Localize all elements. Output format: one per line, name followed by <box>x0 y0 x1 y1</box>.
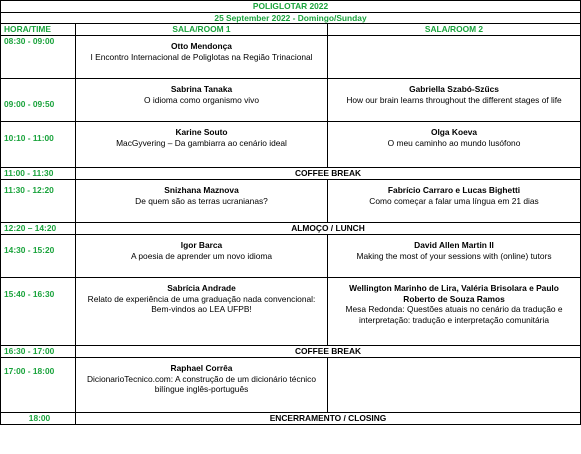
break-row <box>1 413 581 425</box>
speaker-name: Fabrício Carraro e Lucas Bighetti <box>387 185 521 195</box>
break-row <box>1 223 581 235</box>
talk-title: Mesa Redonda: Questões atuais no cenário da tradução e interpretação: tradução e interpretação comunitária <box>345 304 563 325</box>
talk-title: I Encontro Internacional de Poliglotas na Região Trinacional <box>90 51 313 62</box>
session-row <box>1 180 581 223</box>
talk-title: O idioma como organismo vivo <box>144 94 259 105</box>
speaker-name: David Allen Martin II <box>414 240 494 250</box>
room1-session <box>76 79 328 122</box>
header-room1: SALA/ROOM 1 <box>76 24 328 36</box>
slot-time: 12:20 – 14:20 <box>1 223 76 235</box>
closing-label: ENCERRAMENTO / CLOSING <box>76 413 581 425</box>
break-label: COFFEE BREAK <box>76 168 581 180</box>
speaker-name: Igor Barca <box>180 240 223 250</box>
slot-time: 18:00 <box>1 413 76 425</box>
speaker-name: Sabrina Tanaka <box>170 84 233 94</box>
speaker-name: Wellington Marinho de Lira, Valéria Brisolara e Paulo Roberto de Souza Ramos <box>349 283 559 304</box>
session-row <box>1 235 581 278</box>
room2-session <box>328 122 581 168</box>
speaker-name: Gabriella Szabó-Szűcs <box>409 84 499 94</box>
break-label: COFFEE BREAK <box>76 346 581 358</box>
header-time: HORA/TIME <box>1 24 76 36</box>
speaker-name: Karine Souto <box>175 127 228 137</box>
slot-time: 10:10 - 11:00 <box>1 122 76 168</box>
session-row <box>1 358 581 413</box>
session-row <box>1 122 581 168</box>
talk-title: Making the most of your sessions with (online) tutors <box>356 250 552 261</box>
speaker-name: Otto Mendonça <box>171 41 232 51</box>
talk-title: DicionarioTecnico.com: A construção de um dicionário técnico bilíngue inglês-português <box>86 373 317 394</box>
room1-session <box>76 278 328 346</box>
slot-time: 16:30 - 17:00 <box>1 346 76 358</box>
break-row <box>1 168 581 180</box>
room1-session <box>76 36 328 79</box>
speaker-name: Sabrícia Andrade <box>167 283 236 293</box>
slot-time: 11:00 - 11:30 <box>1 168 76 180</box>
room1-session <box>76 180 328 223</box>
event-title: POLIGLOTAR 2022 <box>1 1 581 13</box>
header-room2: SALA/ROOM 2 <box>328 24 581 36</box>
speaker-name: Snizhana Maznova <box>164 185 239 195</box>
room2-session <box>328 278 581 346</box>
talk-title: A poesia de aprender um novo idioma <box>130 250 273 261</box>
room2-session <box>328 79 581 122</box>
room1-session <box>76 358 328 413</box>
talk-title: Como começar a falar uma língua em 21 dias <box>369 195 539 206</box>
talk-title: De quem são as terras ucranianas? <box>135 195 268 206</box>
session-row <box>1 79 581 122</box>
session-row <box>1 278 581 346</box>
break-label: ALMOÇO / LUNCH <box>76 223 581 235</box>
room1-session <box>76 122 328 168</box>
slot-time: 17:00 - 18:00 <box>1 358 76 413</box>
room2-session <box>328 180 581 223</box>
talk-title: MacGyvering – Da gambiarra ao cenário ideal <box>116 137 287 148</box>
event-date: 25 September 2022 - Domingo/Sunday <box>1 12 581 24</box>
slot-time: 08:30 - 09:00 <box>1 36 76 79</box>
speaker-name: Olga Koeva <box>430 127 478 137</box>
break-row <box>1 346 581 358</box>
session-row <box>1 36 581 79</box>
talk-title: Relato de experiência de uma graduação nada convencional: Bem-vindos ao LEA UFPB! <box>87 293 316 314</box>
slot-time: 14:30 - 15:20 <box>1 235 76 278</box>
room2-session <box>328 358 581 413</box>
talk-title: How our brain learns throughout the different stages of life <box>346 94 562 105</box>
talk-title: O meu caminho ao mundo lusófono <box>387 137 521 148</box>
room2-session <box>328 36 581 79</box>
slot-time: 15:40 - 16:30 <box>1 278 76 346</box>
slot-time: 09:00 - 09:50 <box>1 79 76 122</box>
room1-session <box>76 235 328 278</box>
room2-session <box>328 235 581 278</box>
speaker-name: Raphael Corrêa <box>170 363 233 373</box>
slot-time: 11:30 - 12:20 <box>1 180 76 223</box>
